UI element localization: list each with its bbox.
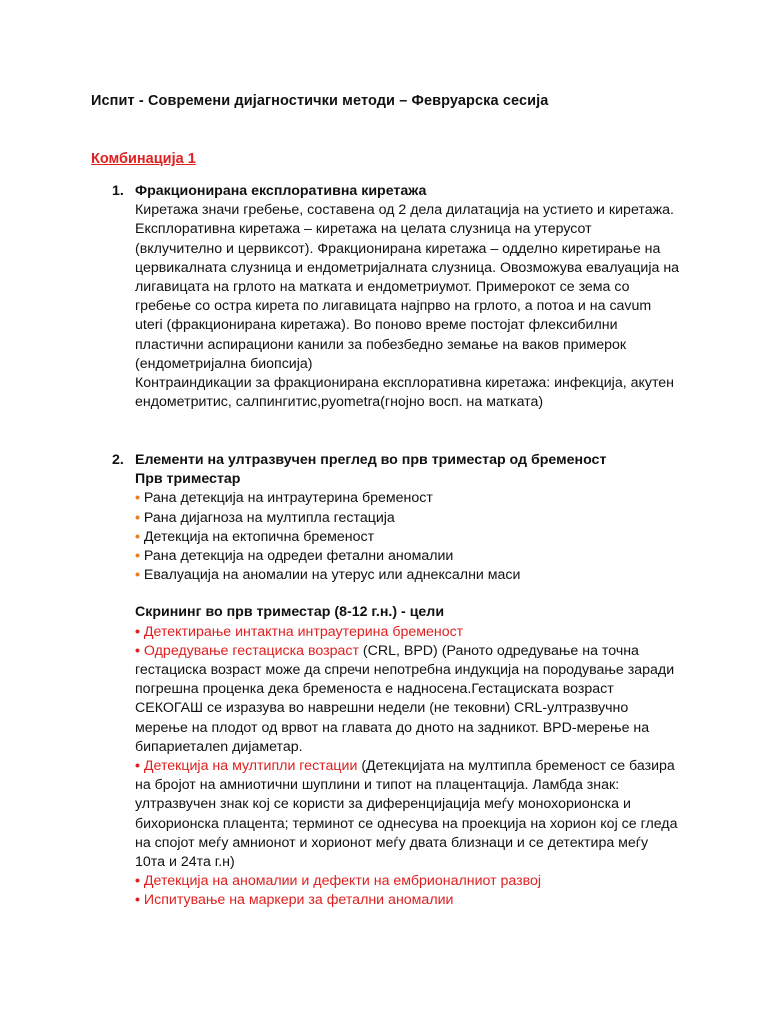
- bullet-icon: •: [135, 490, 140, 507]
- item-heading: Фракционирана експлоративна киретажа: [135, 183, 427, 199]
- bullet-red-text: Детекција на аномалии и дефекти на ембрионалниот развој: [143, 873, 542, 890]
- bullet-icon: •: [135, 528, 140, 545]
- list-item: [135, 566, 682, 585]
- list-item: [135, 623, 682, 642]
- item-number: 2.: [112, 452, 124, 468]
- bullet-text: Евалуација на аномалии на утерус или аднексални маси: [143, 567, 521, 584]
- list-item: [135, 509, 682, 528]
- bullet-icon: •: [135, 758, 140, 775]
- paragraph: Киретажа значи гребење, составена од 2 дела дилатација на устието и киретажа.: [135, 202, 674, 219]
- bullet-icon: •: [135, 873, 140, 890]
- bullet-icon: •: [135, 567, 140, 584]
- paragraph: Експлоративна киретажа – киретажа на целата слузница на утерусот (вклучително и цервиксот). Фракционирана киретажа – одделно киретирање на цервикалната слузница и ендометријалната слузница. Овозможува евалуација на лигавицата на грлото на матката и ендометриумот. Примерокот се зема со гребење со остра кирета по лигавицата најпрво на грлото, а потоа и на cavum uteri (фракционирана киретажа). Во поново време постојат флексибилни пластични аспирациони канили за побезбедно земање на ваков примерок (ендометријална биопсија): [135, 221, 680, 372]
- bullet-icon: •: [135, 623, 140, 640]
- combination-heading: Комбинација 1: [91, 151, 196, 167]
- bullet-red-text: Детекција на мултипли гестации: [143, 758, 358, 775]
- list-item: [135, 872, 682, 891]
- document-title: Испит - Современи дијагностички методи – Февруарска сесија: [91, 93, 549, 109]
- bullet-text: Рана детекција на одредеи фетални аномалии: [143, 548, 454, 565]
- bullet-red-text: Испитување на маркери за фетални аномалии: [143, 892, 454, 909]
- bullet-icon: •: [135, 642, 140, 659]
- bullet-icon: •: [135, 548, 140, 565]
- bullet-red-text: Детектирање интактна интраутерина бременост: [143, 623, 464, 640]
- list-item-1: [112, 182, 682, 412]
- first-trimester-list: [135, 489, 682, 585]
- spacer: [135, 585, 682, 603]
- list-item: [135, 489, 682, 508]
- screening-heading: Скрининг во прв триместар (8-12 г.н.) - цели: [135, 604, 445, 621]
- bullet-text: Рана дијагноза на мултипла гестација: [143, 509, 395, 526]
- bullet-text: (CRL, BPD) (Раното одредување на точна гестациска возраст може да спречи непотребна индукција на породување заради погрешна проценка дека бременоста е надносена.Гестациската возраст СЕКОГАШ се изразува во наврешни недели (не тековни) CRL-ултразвучно мерење на плодот од врвот на главата до дното на задникот. BPD-мерење на бипариеталеn дијаметар.: [135, 642, 675, 755]
- bullet-icon: •: [135, 892, 140, 909]
- item-subheading: Прв триместар: [135, 471, 241, 488]
- item-content: [135, 451, 682, 911]
- list-item: [135, 642, 682, 757]
- list-item: [135, 547, 682, 566]
- list-item: [135, 757, 682, 872]
- item-number: 1.: [112, 183, 124, 199]
- screening-list: [135, 623, 682, 911]
- bullet-text: Рана детекција на интраутерина бременост: [143, 490, 433, 507]
- item-heading: Елементи на ултразвучен преглед во прв триместар од бременост: [135, 452, 607, 468]
- bullet-text: (Детекцијата на мултипла бременост се базира на бројот на амниотични шуплини и типот на плацентација. Ламбда знак: ултразвучен знак кој се користи за диференцијација меѓу монохорионска и бихорионска плацента; терминот се однесува на проекција на хорион кој се гледа на спојот меѓу амнионот и хорионот меѓу двата близнаци и се детектира меѓу 10та и 24та г.н): [135, 758, 678, 871]
- bullet-text: Детекција на ектопична бременост: [143, 528, 375, 545]
- bullet-icon: •: [135, 509, 140, 526]
- list-item-2: [112, 451, 682, 911]
- item-content: [135, 182, 682, 412]
- list-item: [135, 528, 682, 547]
- paragraph: Контраиндикации за фракционирана експлоративна киретажа: инфекција, акутен ендометритис, салпингитис,pyometra(гнојно восп. на матката): [135, 375, 675, 411]
- bullet-red-text: Одредување гестациска возраст: [143, 642, 359, 659]
- list-item: [135, 891, 682, 910]
